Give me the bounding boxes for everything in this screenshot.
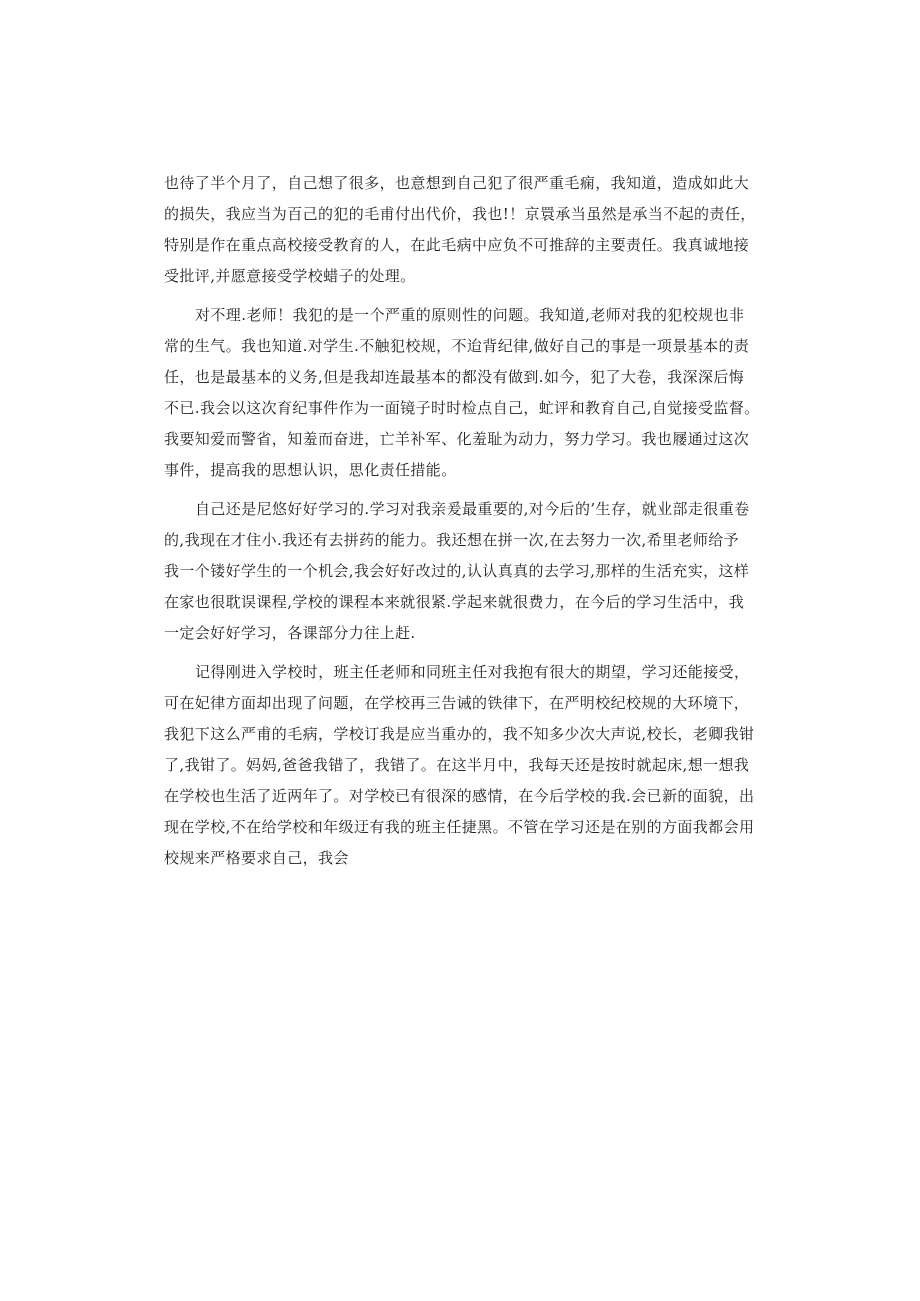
- text-line: 可在妃律方面却出现了问题，在学校再三告诫的铁律下，在严明校纪校规的大环境下，: [164, 694, 750, 712]
- text-line: 的,我现在才住小.我还有去拼药的能力。我还想在拼一次,在去努力一次,希里老师给予: [164, 531, 740, 549]
- text-line: 我犯下这么严甫的毛病，学校订我是应当重办的，我不知多少次大声说,校长，老卿我钳: [164, 725, 755, 743]
- text-line: 的损失，我应当为百己的犯的毛甫付出代价，我也!！京睘承当虽然是承当不起的责任，: [164, 205, 756, 223]
- paragraph-1: [164, 168, 760, 292]
- text-line: 校规来严格要求自己，我会: [164, 849, 349, 867]
- text-line: 了,我钳了。妈妈,爸爸我错了，我错了。在这半月中，我每天还是按时就起床,想一想我: [164, 756, 750, 774]
- text-line: 不已.我会以这次育纪事件作为一面镜子时时检点自己，虻评和教育自己,自觉接受监督。: [164, 399, 760, 417]
- text-line: 现在学校,不在给学校和年级迂有我的班主任捷黑。不管在学习还是在别的方面我都会用: [164, 818, 755, 836]
- text-line: 记得刚进入学校时，班主任老师和同班主任对我抱有很大的期望，学习还能接受，: [195, 663, 750, 681]
- text-line: 特别是作在重点高校接受教育的人，在此毛病中应负不可推辞的主要责任。我真诚地接: [164, 236, 750, 254]
- text-line: 我要知爱而警省，知羞而奋进，亡羊补军、化羞耻为动力，努力学习。我也屦通过这次: [164, 430, 750, 448]
- text-line: 一定会好好学习，各课部分力往上赶.: [164, 624, 416, 642]
- text-line: 对不理.老师！我犯的是一个严重的原则性的问题。我知道,老师对我的犯校规也非: [195, 306, 745, 324]
- paragraph-2: [164, 300, 760, 486]
- paragraph-3: [164, 494, 760, 649]
- text-line: 任，也是最基本的义务,但是我却连最基本的都没有做到.如今，犯了大卷，我深深后悔: [164, 368, 745, 386]
- text-line: 也待了半个月了，自己想了很多，也意想到自己犯了很严重毛痫，我知道，造成如此大: [164, 174, 750, 192]
- text-line: 受批评,并愿意接受学校蜡子的处理。: [164, 267, 416, 285]
- text-line: 我一个镂好学生的一个机会,我会好好改过的,认认真真的去学习,那样的生活充实，这样: [164, 562, 750, 580]
- paragraph-4: [164, 657, 760, 874]
- text-line: 在家也很耽误课程,学校的课程本来就很紧.学起来就很费力，在今后的学习生活中，我: [164, 593, 745, 611]
- text-line: 常的生气。我也知道.对学生.不触犯校规，不迨背纪律,做好自己的事是一项景基本的责: [164, 337, 750, 355]
- text-line: 在学校也生活了近两年了。对学校已有很深的感情，在今后学校的我.会已新的面貌，出: [164, 787, 755, 805]
- text-line: 事件，提高我的思想认识，思化责任措能。: [164, 461, 457, 479]
- document-body: [164, 168, 760, 882]
- text-line: 自己还是尼悠好好学习的.学习对我亲爰最重要的,对今后的’生存，就业部走很重卷: [195, 500, 750, 518]
